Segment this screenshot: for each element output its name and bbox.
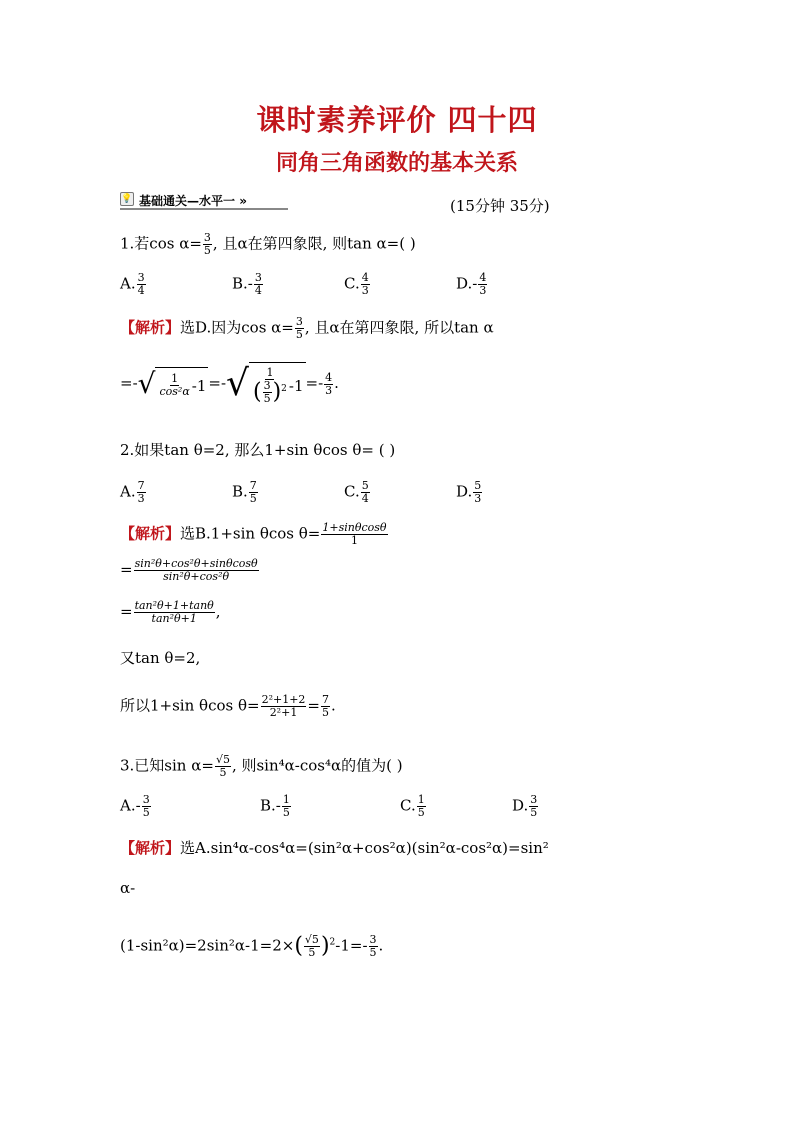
analysis-tag: 【解析】 (120, 839, 181, 857)
q3-option-a[interactable]: A.- $\frac{3}{5}$ (120, 793, 150, 819)
q1-stem-fraction: $\frac{3}{5}$ (203, 231, 211, 257)
analysis-tag: 【解析】 (120, 318, 181, 337)
q3-option-d[interactable]: D. $\frac{3}{5}$ (512, 793, 538, 819)
sqrt-1: √ $\frac{1}{\text{cos²α}}$ -1 (137, 367, 207, 400)
q2-option-a[interactable]: A. $\frac{7}{3}$ (120, 479, 145, 505)
lightbulb-icon: 💡 (121, 194, 133, 204)
q1-solution: 【解析】选D.因为cos α= $\frac{3}{5}$ , 且α在第四象限, 所以tan α (120, 315, 494, 341)
q2-option-b[interactable]: B. $\frac{7}{5}$ (232, 479, 257, 505)
q3-solution: 【解析】选A.sin⁴α-cos⁴α=(sin²α+cos²α)(sin²α-cos²α)=sin² (120, 839, 549, 857)
time-limit: (15分钟 35分) (450, 197, 550, 215)
double-chevron-icon: » (235, 194, 247, 208)
q2-solution-line5: 所以1+sin θcos θ= $\frac{\text{2²+1+2}}{\text{2²+1}}$ = $\frac{7}{5}$ . (120, 693, 336, 719)
q1-option-d[interactable]: D.- $\frac{4}{3}$ (456, 271, 487, 297)
q1-stem: 1.若cos α= $\frac{3}{5}$ , 且α在第四象限, 则tan α=( ) (120, 231, 416, 257)
q1-option-a[interactable]: A. $\frac{3}{4}$ (120, 271, 145, 297)
q1-option-c[interactable]: C. $\frac{4}{3}$ (344, 271, 369, 297)
q3-solution-line2: α- (120, 879, 136, 897)
q2-option-c[interactable]: C. $\frac{5}{4}$ (344, 479, 369, 505)
q3-solution-line3: (1-sin²α)=2sin²α-1=2×( $\frac{√5}{5}$ )$^2$-1=- $\frac{3}{5}$ . (120, 933, 384, 959)
q1-option-b[interactable]: B.- $\frac{3}{4}$ (232, 271, 262, 297)
q3-option-b[interactable]: B.- $\frac{1}{5}$ (260, 793, 290, 819)
q2-option-d[interactable]: D. $\frac{5}{3}$ (456, 479, 482, 505)
sqrt-2: √ 1 ( $\frac{3}{5}$ )$^2$ -1 (226, 363, 304, 405)
q2-solution: 【解析】选B.1+sin θcos θ= $\frac{1+\sin\theta\cos\theta}{1}$ (120, 521, 387, 547)
q3-stem: 3.已知sin α= $\frac{√5}{5}$ , 则sin⁴α-cos⁴α的值为( ) (120, 753, 403, 779)
q2-solution-line3: = $\frac{\text{tan²θ+1+tanθ}}{\text{tan²θ+1}}$ , (120, 599, 221, 625)
section-header (120, 192, 288, 210)
q2-solution-line2: = $\frac{\text{sin²θ+cos²θ+sinθcosθ}}{\text{sin²θ+cos²θ}}$ (120, 557, 258, 583)
page-subtitle: 同角三角函数的基本关系 (275, 150, 518, 176)
section-label: 基础通关—水平一 (139, 194, 236, 208)
page-title: 课时素养评价 四十四 (256, 103, 538, 137)
q2-solution-line4: 又tan θ=2, (120, 649, 201, 667)
analysis-tag: 【解析】 (120, 524, 181, 543)
q2-stem: 2.如果tan θ=2, 那么1+sin θcos θ= ( ) (120, 441, 396, 459)
q3-option-c[interactable]: C. $\frac{1}{5}$ (400, 793, 425, 819)
q1-solution-line2: =- √ $\frac{1}{\text{cos²α}}$ -1 =- √ 1 ( $\frac{3}{5}$ )$^2$ -1 =- $\frac{4}{3}$ . (120, 363, 339, 405)
